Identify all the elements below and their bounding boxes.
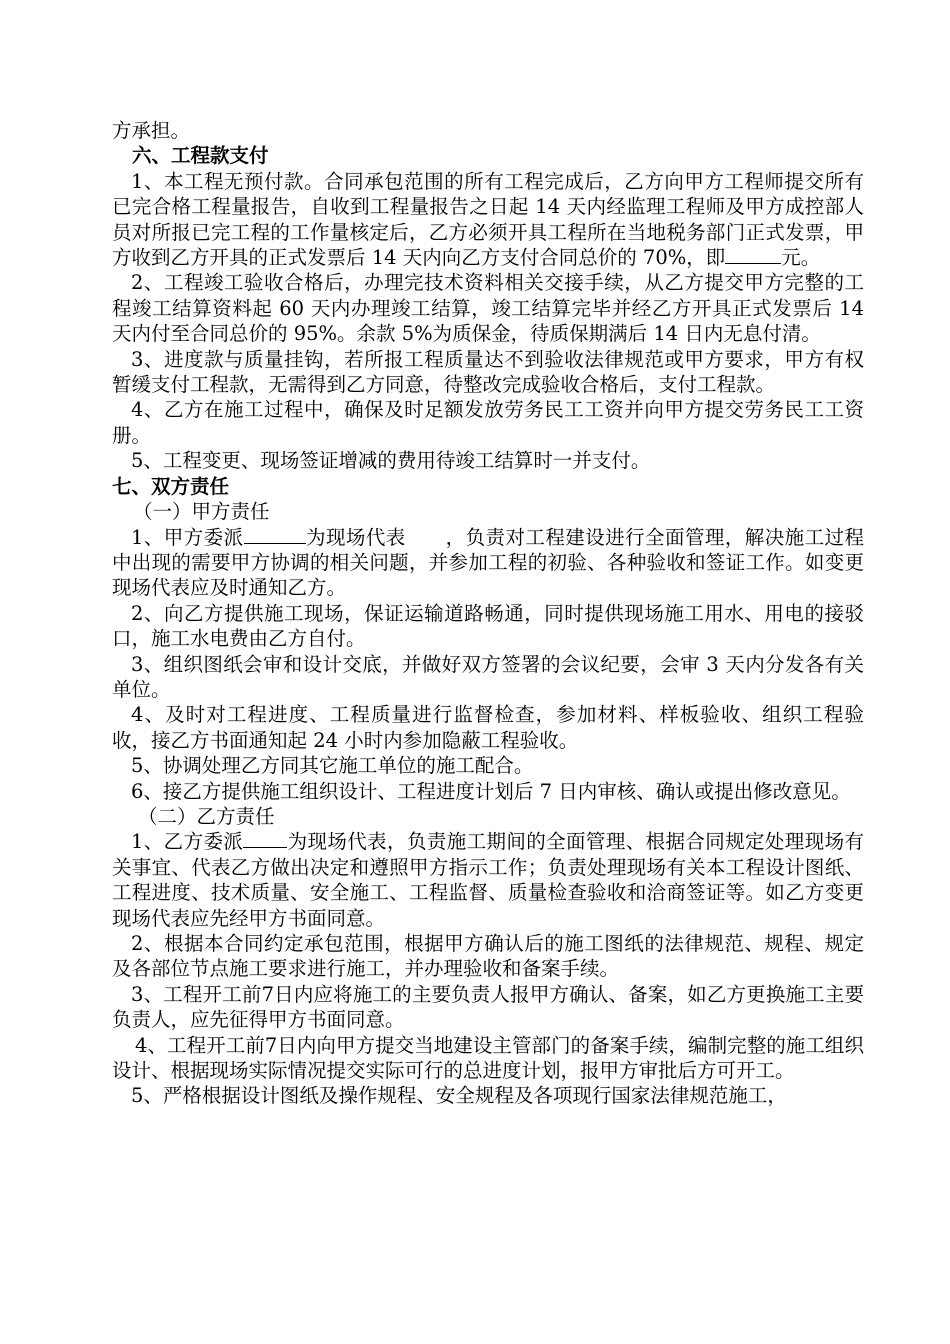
representative-blank-a xyxy=(244,525,306,544)
paragraph-party-a-6: 6、接乙方提供施工组织设计、工程进度计划后 7 日内审核、确认或提出修改意见。 xyxy=(131,779,851,803)
paragraph-party-b-2: 2、根据本合同约定承包范围，根据甲方确认后的施工图纸的法律规范、规程、规定及各部位节点施工要求进行施工，并办理验收和备案手续。 xyxy=(112,932,864,981)
paragraph-party-b-3: 3、工程开工前7日内应将施工的主要负责人报甲方确认、备案，如乙方更换施工主要负责人，应先征得甲方书面同意。 xyxy=(112,982,864,1032)
paragraph-party-a-5: 5、协调处理乙方同其它施工单位的施工配合。 xyxy=(131,754,534,778)
paragraph-party-a-1: 1、甲方委派 为现场代表 ，负责对工程建设进行全面管理，解决施工过程中出现的需要甲方协调的相关问题，并参加工程的初验、各种验收和签证工作。如变更现场代表应及时通知乙方。 xyxy=(112,525,864,600)
paragraph-continuation: 方承担。 xyxy=(112,119,191,142)
document-body xyxy=(112,118,864,1109)
paragraph-payment-2: 2、工程竣工验收合格后，办理完技术资料相关交接手续，从乙方提交甲方完整的工程竣工结算资料起 60 天内办理竣工结算，竣工结算完毕并经乙方开具正式发票后 14 天内付至合同总价的 95%。余款 5%为质保金，待质保期满后 14 日内无息付清。 xyxy=(112,271,864,346)
paragraph-payment-3: 3、进度款与质量挂钩，若所报工程质量达不到验收法律规范或甲方要求，甲方有权暂缓支付工程款，无需得到乙方同意，待整改完成验收合格后，支付工程款。 xyxy=(112,347,864,397)
paragraph-party-b-4: 4、工程开工前7日内向甲方提交当地建设主管部门的备案手续，编制完整的施工组织设计、根据现场实际情况提交实际可行的总进度计划，报甲方审批后方可开工。 xyxy=(112,1033,864,1083)
subheading-party-b: （二）乙方责任 xyxy=(138,804,275,828)
representative-blank-b xyxy=(243,829,287,848)
paragraph-party-a-4: 4、及时对工程进度、工程质量进行监督检查，参加材料、样板验收、组织工程验收，接乙方书面通知起 24 小时内参加隐蔽工程验收。 xyxy=(112,703,864,752)
subheading-party-a: （一）甲方责任 xyxy=(133,500,270,524)
section-heading-responsibilities: 七、双方责任 xyxy=(112,474,230,498)
paragraph-party-a-2: 2、向乙方提供施工现场，保证运输道路畅通，同时提供现场施工用水、用电的接驳口，施工水电费由乙方自付。 xyxy=(112,601,864,651)
section-heading-payment: 六、工程款支付 xyxy=(132,144,269,168)
paragraph-party-a-3: 3、组织图纸会审和设计交底，并做好双方签署的会议纪要，会审 3 天内分发各有关单位。 xyxy=(112,652,864,701)
amount-blank xyxy=(725,245,781,264)
paragraph-party-b-5: 5、严格根据设计图纸及操作规程、安全规程及各项现行国家法律规范施工， xyxy=(131,1084,787,1108)
paragraph-payment-1: 1、本工程无预付款。合同承包范围的所有工程完成后，乙方向甲方工程师提交所有已完合格工程量报告，自收到工程量报告之日起 14 天内经监理工程师及甲方成控部人员对所报已完工程的工作量核定后，乙方必须开具工程所在当地税务部门正式发票，甲方收到乙方开具的正式发票后 14 天内向乙方支付合同总价的 70%，即 元。 xyxy=(112,169,864,270)
paragraph-payment-5: 5、工程变更、现场签证增减的费用待竣工结算时一并支付。 xyxy=(131,449,651,473)
paragraph-party-b-1: 1、乙方委派 为现场代表，负责施工期间的全面管理、根据合同规定处理现场有关事宜、代表乙方做出决定和遵照甲方指示工作；负责处理现场有关本工程设计图纸、工程进度、技术质量、安全施工、工程监督、质量检查验收和洽商签证等。如乙方变更现场代表应先经甲方书面同意。 xyxy=(112,830,864,930)
paragraph-payment-4: 4、乙方在施工过程中，确保及时足额发放劳务民工工资并向甲方提交劳务民工工资册。 xyxy=(112,398,864,447)
